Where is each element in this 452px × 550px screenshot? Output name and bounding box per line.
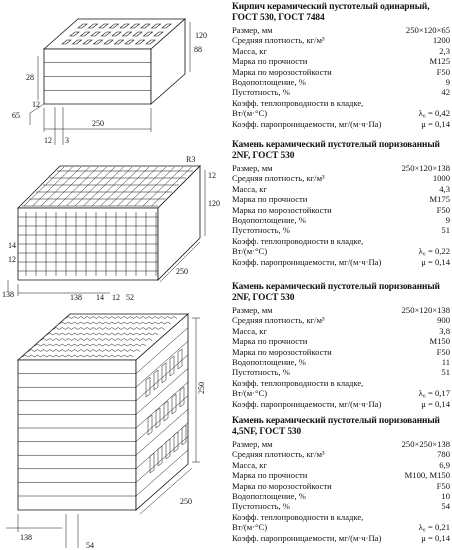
spec-row: [232, 35, 450, 45]
spec-label: Марка по прочности: [232, 470, 308, 481]
spec-value: 900: [437, 315, 450, 326]
stone2-dim-r3: R3: [186, 155, 196, 164]
spec-row: [232, 25, 450, 35]
spec-value: 250×120×138: [401, 163, 450, 173]
spec-title-line-2: 4,5NF, ГОСТ 530: [232, 426, 302, 437]
stone3-dim-250v: 250: [197, 382, 206, 394]
spec-row-vapor: [232, 119, 450, 129]
spec-label: Масса, кг: [232, 459, 268, 470]
spec-value: 2,3: [439, 45, 450, 56]
brick1-dim-3: 3: [65, 136, 69, 145]
spec-row-thermal-line-1: [232, 378, 450, 388]
stone2-dim-12b: 12: [8, 255, 16, 264]
spec-value: 9: [445, 215, 450, 226]
stone-2nf-drawing: [0, 150, 232, 300]
spec-row: [232, 46, 450, 56]
spec-value: 51: [441, 225, 450, 236]
stone2-dim-138: 138: [2, 290, 14, 299]
spec-label: Средняя плотность, кг/м³: [232, 35, 325, 46]
spec-label: Вт/(м·°С): [232, 246, 268, 257]
spec-label: Коэфф. паропроницаемости, мг/(м·ч·Па): [232, 256, 382, 267]
spec-label: Пустотность, %: [232, 225, 290, 236]
spec-value: 250×120×65: [405, 25, 450, 35]
stone3-dim-250d: 250: [180, 497, 192, 506]
spec-row: [232, 315, 450, 325]
stone2-dim-14b: 14: [96, 293, 104, 300]
spec-value: λ₆ = 0,17: [418, 388, 450, 399]
spec-value: 42: [441, 87, 450, 98]
spec-title-line-2: ГОСТ 530, ГОСТ 7484: [232, 12, 325, 23]
stone2-dim-52: 52: [126, 293, 134, 300]
spec-value: μ = 0,14: [421, 256, 450, 267]
stone2-dim-12a: 12: [208, 171, 216, 180]
spec-label: Размер, мм: [232, 25, 273, 35]
spec-row-vapor: [232, 399, 450, 409]
spec-row: [232, 163, 450, 173]
brick1-dim-250: 250: [92, 119, 104, 128]
spec-value: 1200: [432, 35, 450, 46]
spec-value: 3,8: [439, 325, 450, 336]
spec-label: Пустотность, %: [232, 367, 290, 378]
spec-row: [232, 184, 450, 194]
spec-label: Водопоглощение, %: [232, 77, 306, 88]
spec-label: Средняя плотность, кг/м³: [232, 173, 325, 184]
spec-title-line-2: 2NF, ГОСТ 530: [232, 150, 295, 161]
spec-row: [232, 367, 450, 377]
spec-label: Марка по прочности: [232, 56, 308, 67]
spec-title: [232, 140, 450, 161]
spec-row: [232, 305, 450, 315]
spec-value: F50: [436, 346, 450, 357]
spec-label: Коэфф. паропроницаемости, мг/(м·ч·Па): [232, 118, 382, 129]
spec-label: Водопоглощение, %: [232, 357, 306, 368]
spec-row-thermal-line-1: [232, 236, 450, 246]
spec-row: [232, 326, 450, 336]
spec-row: [232, 501, 450, 511]
brick1-dim-12a: 12: [32, 100, 40, 109]
spec-row: [232, 87, 450, 97]
spec-value: 250×120×138: [401, 305, 450, 315]
spec-value: 51: [441, 367, 450, 378]
spec-row-vapor: [232, 533, 450, 543]
spec-value: М125: [429, 56, 450, 67]
spec-label: Масса, кг: [232, 45, 268, 56]
spec-label: Коэфф. теплопроводности в кладке,: [232, 235, 364, 246]
brick1-dim-88: 88: [194, 45, 202, 54]
spec-value: М175: [429, 194, 450, 205]
spec-label: Водопоглощение, %: [232, 491, 306, 502]
spec-row: [232, 439, 450, 449]
spec-row-thermal: [232, 108, 450, 118]
spec-value: μ = 0,14: [421, 118, 450, 129]
spec-value: λ₆ = 0,42: [418, 108, 450, 119]
spec-row: [232, 470, 450, 480]
spec-label: Коэфф. теплопроводности в кладке,: [232, 377, 364, 388]
spec-label: Размер, мм: [232, 163, 273, 173]
spec-label: Коэфф. теплопроводности в кладке,: [232, 511, 364, 522]
spec-label: Марка по прочности: [232, 336, 308, 347]
spec-row: [232, 173, 450, 183]
spec-label: Коэфф. паропроницаемости, мг/(м·ч·Па): [232, 398, 382, 409]
brick1-dim-28: 28: [26, 73, 34, 82]
stone3-dim-54: 54: [86, 541, 94, 550]
spec-row-thermal: [232, 522, 450, 532]
spec-label: Средняя плотность, кг/м³: [232, 449, 325, 460]
stone2-dim-138b: 138: [70, 293, 82, 300]
spec-row: [232, 67, 450, 77]
spec-label: Пустотность, %: [232, 501, 290, 512]
spec-label: Размер, мм: [232, 305, 273, 315]
spec-title: [232, 416, 450, 437]
spec-label: Средняя плотность, кг/м³: [232, 315, 325, 326]
spec-row-thermal-line-1: [232, 512, 450, 522]
spec-value: μ = 0,14: [421, 532, 450, 543]
spec-label: Масса, кг: [232, 183, 268, 194]
spec-value: 250×250×138: [401, 439, 450, 449]
spec-title: [232, 282, 450, 303]
spec-block-brick-single: [232, 2, 450, 129]
spec-value: М150: [429, 336, 450, 347]
spec-label: Марка по морозостойкости: [232, 346, 332, 357]
spec-title-line-2: 2NF, ГОСТ 530: [232, 292, 295, 303]
stone2-dim-12c: 12: [112, 293, 120, 300]
spec-label: Коэфф. паропроницаемости, мг/(м·ч·Па): [232, 532, 382, 543]
spec-row-vapor: [232, 257, 450, 267]
spec-row: [232, 460, 450, 470]
spec-label: Коэфф. теплопроводности в кладке,: [232, 97, 364, 108]
spec-row: [232, 491, 450, 501]
spec-label: Вт/(м·°С): [232, 388, 268, 399]
spec-value: μ = 0,14: [421, 398, 450, 409]
spec-label: Размер, мм: [232, 439, 273, 449]
brick1-dim-120: 120: [195, 31, 207, 40]
spec-label: Марка по морозостойкости: [232, 480, 332, 491]
spec-row: [232, 347, 450, 357]
spec-label: Масса, кг: [232, 325, 268, 336]
spec-label: Марка по прочности: [232, 194, 308, 205]
spec-value: 54: [441, 501, 450, 512]
stone2-dim-14a: 14: [8, 241, 16, 250]
spec-value: λ₆ = 0,22: [418, 246, 450, 257]
spec-value: 6,9: [439, 459, 450, 470]
spec-row-thermal: [232, 246, 450, 256]
spec-row: [232, 215, 450, 225]
spec-value: F50: [436, 204, 450, 215]
spec-value: М100, М150: [404, 470, 450, 481]
brick-single-drawing: [0, 0, 232, 150]
spec-title: [232, 2, 450, 23]
spec-value: 9: [445, 77, 450, 88]
spec-block-stone-2nf-a: [232, 140, 450, 267]
spec-row: [232, 336, 450, 346]
spec-row: [232, 205, 450, 215]
spec-row: [232, 357, 450, 367]
spec-row: [232, 77, 450, 87]
spec-label: Водопоглощение, %: [232, 215, 306, 226]
spec-row: [232, 56, 450, 66]
spec-row: [232, 449, 450, 459]
spec-block-stone-2nf-b: [232, 282, 450, 409]
stone2-dim-250: 250: [176, 267, 188, 276]
spec-title-line-1: Кирпич керамический пустотелый одинарный,: [232, 2, 430, 12]
spec-title-line-1: Камень керамический пустотелый поризованный: [232, 416, 440, 426]
stone2-dim-120: 120: [208, 199, 220, 208]
brick1-dim-65: 65: [12, 111, 20, 120]
spec-row: [232, 194, 450, 204]
spec-value: 11: [441, 357, 450, 368]
spec-row: [232, 481, 450, 491]
spec-value: F50: [436, 480, 450, 491]
spec-column: [232, 0, 450, 550]
spec-row: [232, 225, 450, 235]
spec-value: F50: [436, 66, 450, 77]
spec-block-stone-4-5nf: [232, 416, 450, 543]
spec-label: Марка по морозостойкости: [232, 66, 332, 77]
spec-row-thermal: [232, 388, 450, 398]
stone3-dim-138: 138: [20, 533, 32, 542]
spec-label: Вт/(м·°С): [232, 108, 268, 119]
spec-value: 780: [437, 449, 450, 460]
spec-value: 10: [441, 491, 450, 502]
spec-value: λ₆ = 0,21: [418, 522, 450, 533]
brick1-dim-12b: 12: [44, 136, 52, 145]
stone-4-5nf-drawing: [0, 300, 232, 550]
spec-label: Марка по морозостойкости: [232, 204, 332, 215]
spec-label: Вт/(м·°С): [232, 522, 268, 533]
spec-label: Пустотность, %: [232, 87, 290, 98]
spec-value: 4,3: [439, 183, 450, 194]
spec-row-thermal-line-1: [232, 98, 450, 108]
spec-value: 1000: [432, 173, 450, 184]
spec-title-line-1: Камень керамический пустотелый поризованный: [232, 282, 440, 292]
spec-title-line-1: Камень керамический пустотелый поризованный: [232, 140, 440, 150]
